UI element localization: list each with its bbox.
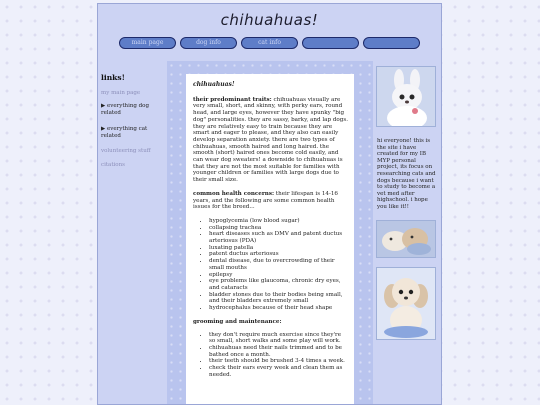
health-text: their lifespan is 14-16 years, and the following are some common health issues for the breed... bbox=[193, 190, 338, 211]
list-item: • they don't require much exercise since they're so small, short walks and some play will work. bbox=[209, 332, 348, 345]
main-area bbox=[167, 61, 373, 405]
sidebar bbox=[98, 61, 166, 405]
list-item: • their teeth should be brushed 3-4 times a week. bbox=[209, 358, 348, 365]
poodle-puppy-photo bbox=[376, 267, 436, 340]
bunny-puppy-photo bbox=[376, 66, 436, 127]
poodle-puppy-illustration bbox=[377, 268, 435, 339]
sleeping-puppies-illustration bbox=[377, 221, 435, 257]
sidebar-link-main-page[interactable]: my main page bbox=[101, 90, 141, 96]
sidebar-toggle-dog[interactable]: ▶ everything dog related bbox=[101, 103, 150, 116]
sidebar-link-volunteering[interactable]: volunteering stuff bbox=[101, 148, 151, 154]
page-container bbox=[97, 3, 442, 405]
list-item: • dental disease, due to overcrowding of their small mouths bbox=[209, 258, 348, 271]
right-sidebar bbox=[374, 61, 441, 405]
nav-button-dog-info[interactable]: dog info bbox=[180, 37, 237, 49]
grooming-heading: grooming and maintenance: bbox=[193, 318, 282, 325]
sidebar-title: links! bbox=[101, 73, 125, 82]
sleeping-puppies-photo bbox=[376, 220, 436, 258]
content-panel[interactable] bbox=[186, 74, 354, 404]
health-label: common health concerns: bbox=[193, 190, 275, 197]
list-item: • hydrocephalus because of their head shape bbox=[209, 305, 348, 312]
list-item: • hypoglycemia (low blood sugar) bbox=[209, 218, 348, 225]
traits-paragraph bbox=[193, 97, 348, 184]
health-paragraph bbox=[193, 191, 348, 211]
traits-text: chihuahuas visually are very small, short, and skinny, with perky ears, round head, and large eyes, however they have spunky "big dog" personalities. they are sassy, barky, and lap dogs. they are relatively easy to train because they are smart and eager to please, and they also can easily develop separation anxiety. there are two types of chihuahuas, smooth haired and long haired. the smooth (short) haired ones become cold easily, and can wear dog sweaters! a downside to chihuahuas is that they are not the most suitable for families with younger children or families with large dogs due to their small size. bbox=[193, 96, 348, 184]
nav-button-4[interactable] bbox=[302, 37, 359, 49]
list-item: • collapsing trachea bbox=[209, 225, 348, 232]
sidebar-toggle-cat[interactable]: ▶ everything cat related bbox=[101, 126, 148, 139]
nav-button-main-page[interactable]: main page bbox=[119, 37, 176, 49]
health-list bbox=[193, 218, 348, 312]
list-item: • eye problems like glaucoma, chronic dry eyes, and cataracts bbox=[209, 278, 348, 291]
list-item: • luxating patella bbox=[209, 245, 348, 252]
list-item: • epilepsy bbox=[209, 272, 348, 279]
list-item: • check their ears every week and clean them as needed. bbox=[209, 365, 348, 378]
list-item: • heart diseases such as DMV and patent ductus arteriosus (PDA) bbox=[209, 231, 348, 244]
nav-button-cat-info[interactable]: cat info bbox=[241, 37, 298, 49]
nav-button-5[interactable] bbox=[363, 37, 420, 49]
list-item: • bladder stones due to their bodies being small, and their bladders extremely small bbox=[209, 292, 348, 305]
bunny-puppy-illustration bbox=[377, 67, 435, 126]
list-item: • patent ductus arteriosus bbox=[209, 251, 348, 258]
sidebar-link-citations[interactable]: citations bbox=[101, 162, 125, 168]
intro-text: hi everyone! this is the site i have created for my IB MYP personal project, its focus on researching cats and dogs because i want to study to become a vet med after highschool. i hope you like it!! bbox=[377, 138, 436, 210]
traits-label: their predominant traits: bbox=[193, 96, 272, 103]
site-title: chihuahuas! bbox=[220, 11, 319, 29]
content-title: chihuahuas! bbox=[193, 81, 235, 88]
list-item: • chihuahuas need their nails trimmed and to be bathed once a month. bbox=[209, 345, 348, 358]
grooming-list bbox=[193, 332, 348, 379]
header bbox=[98, 4, 441, 59]
